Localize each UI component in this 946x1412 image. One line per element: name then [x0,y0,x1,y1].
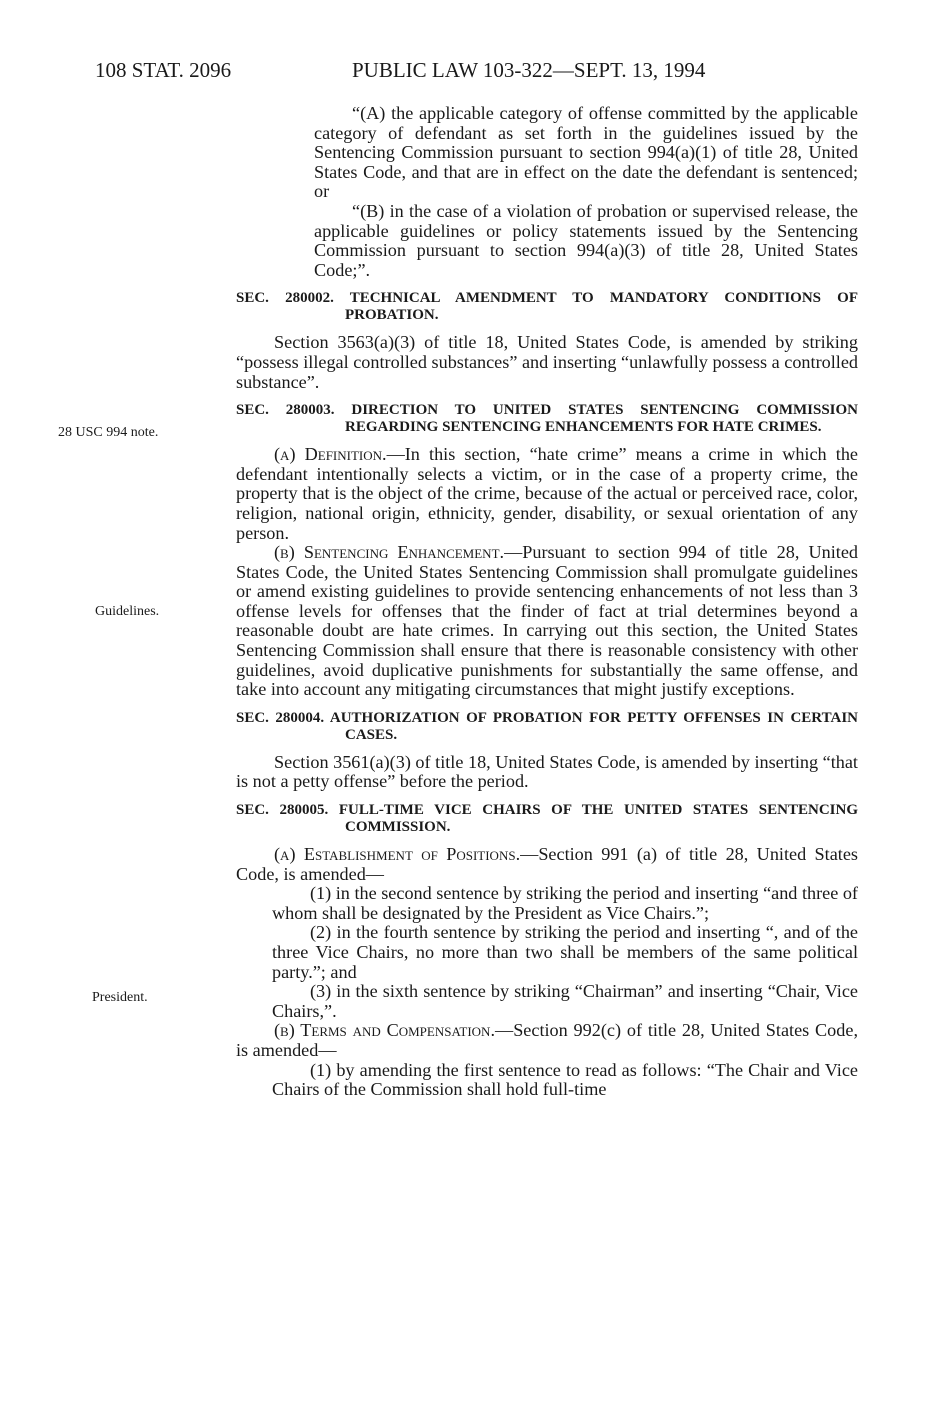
quoted-subparagraphs [236,104,858,280]
list-item: (1) in the second sentence by striking the period and inserting “and three of whom shall be designated by the President as Vice Chairs.”; [272,883,858,923]
establishment-text: —Section 991 (a) of title 28, United States Code, is amended— [236,844,858,884]
establishment-label: (a) Establishment of Positions. [274,844,521,865]
section-heading-280004: SEC. 280004. AUTHORIZATION OF PROBATION FOR PETTY OFFENSES IN CERTAIN CASES. [236,709,858,743]
margin-note-president: President. [92,990,148,1005]
list-item: (1) by amending the first sentence to read as follows: “The Chair and Vice Chairs of the Commission shall hold full-time [272,1059,858,1100]
public-law-title: PUBLIC LAW 103-322—SEPT. 13, 1994 [352,58,706,82]
terms-label: (b) Terms and Compensation. [274,1020,495,1041]
statute-page-number: 108 STAT. 2096 [95,58,232,82]
terms-text: —Section 992(c) of title 28, United States Code, is amended— [236,1020,858,1060]
enhancement-label: (b) Sentencing Enhancement. [274,542,505,563]
section-280002-text: Section 3563(a)(3) of title 18, United States Code, is amended by striking “possess illegal controlled substances” and inserting “unlawfully possess a controlled substance”. [236,332,858,392]
terms-paragraph [236,1021,858,1060]
section-heading-280002: SEC. 280002. TECHNICAL AMENDMENT TO MANDATORY CONDITIONS OF PROBATION. [236,290,858,324]
list-item: (2) in the fourth sentence by striking the period and inserting “, and of the three Vice Chairs, no more than two shall be members of the same political party.”; and [272,922,858,982]
enhancement-text: —Pursuant to section 994 of title 28, United States Code, the United States Sentencing Commission shall promulgate guidelines or amend existing guidelines to provide sentencing enhancements of not less than 3 offense levels for offenses that the finder of fact at trial determines beyond a reasonable doubt are hate crimes. In carrying out this section, the United States Sentencing Commission shall ensure that there is reasonable consistency with other guidelines, avoid duplicative punishments for substantially the same offense, and take into account any mitigating circumstances that might justify exceptions. [236,542,858,700]
page-header [0,58,946,88]
document-body [236,104,858,1100]
sentencing-enhancement-paragraph [236,543,858,700]
section-heading-280003: SEC. 280003. DIRECTION TO UNITED STATES SENTENCING COMMISSION REGARDING SENTENCING ENHANCEMENTS FOR HATE CRIMES. [236,402,858,436]
section-heading-280005: SEC. 280005. FULL-TIME VICE CHAIRS OF THE UNITED STATES SENTENCING COMMISSION. [236,802,858,836]
establishment-paragraph [236,845,858,884]
definition-text: —In this section, “hate crime” means a crime in which the defendant intentionally selects a victim, or in the case of a property crime, the property that is the object of the crime, because of the actual or perceived race, color, religion, national origin, ethnicity, gender, disability, or sexual orientation of any person. [236,444,858,543]
subparagraph-b: “(B) in the case of a violation of probation or supervised release, the applicable guidelines or policy statements issued by the Sentencing Commission pursuant to section 994(a)(3) of title 28, United States Code;”. [314,200,858,280]
definition-paragraph [236,445,858,543]
list-item: (3) in the sixth sentence by striking “Chairman” and inserting “Chair, Vice Chairs,”. [272,981,858,1021]
definition-label: (a) Definition. [274,444,387,465]
margin-note-usc: 28 USC 994 note. [58,425,159,440]
margin-note-guidelines: Guidelines. [95,604,160,619]
section-280004-text: Section 3561(a)(3) of title 18, United States Code, is amended by inserting “that is not a petty offense” before the period. [236,751,858,792]
subparagraph-a: “(A) the applicable category of offense committed by the applicable category of defendant as set forth in the guidelines issued by the Sentencing Commission pursuant to section 994(a)(1) of title 28, United States Code, and that are in effect on the date the defendant is sentenced; or [314,103,858,202]
